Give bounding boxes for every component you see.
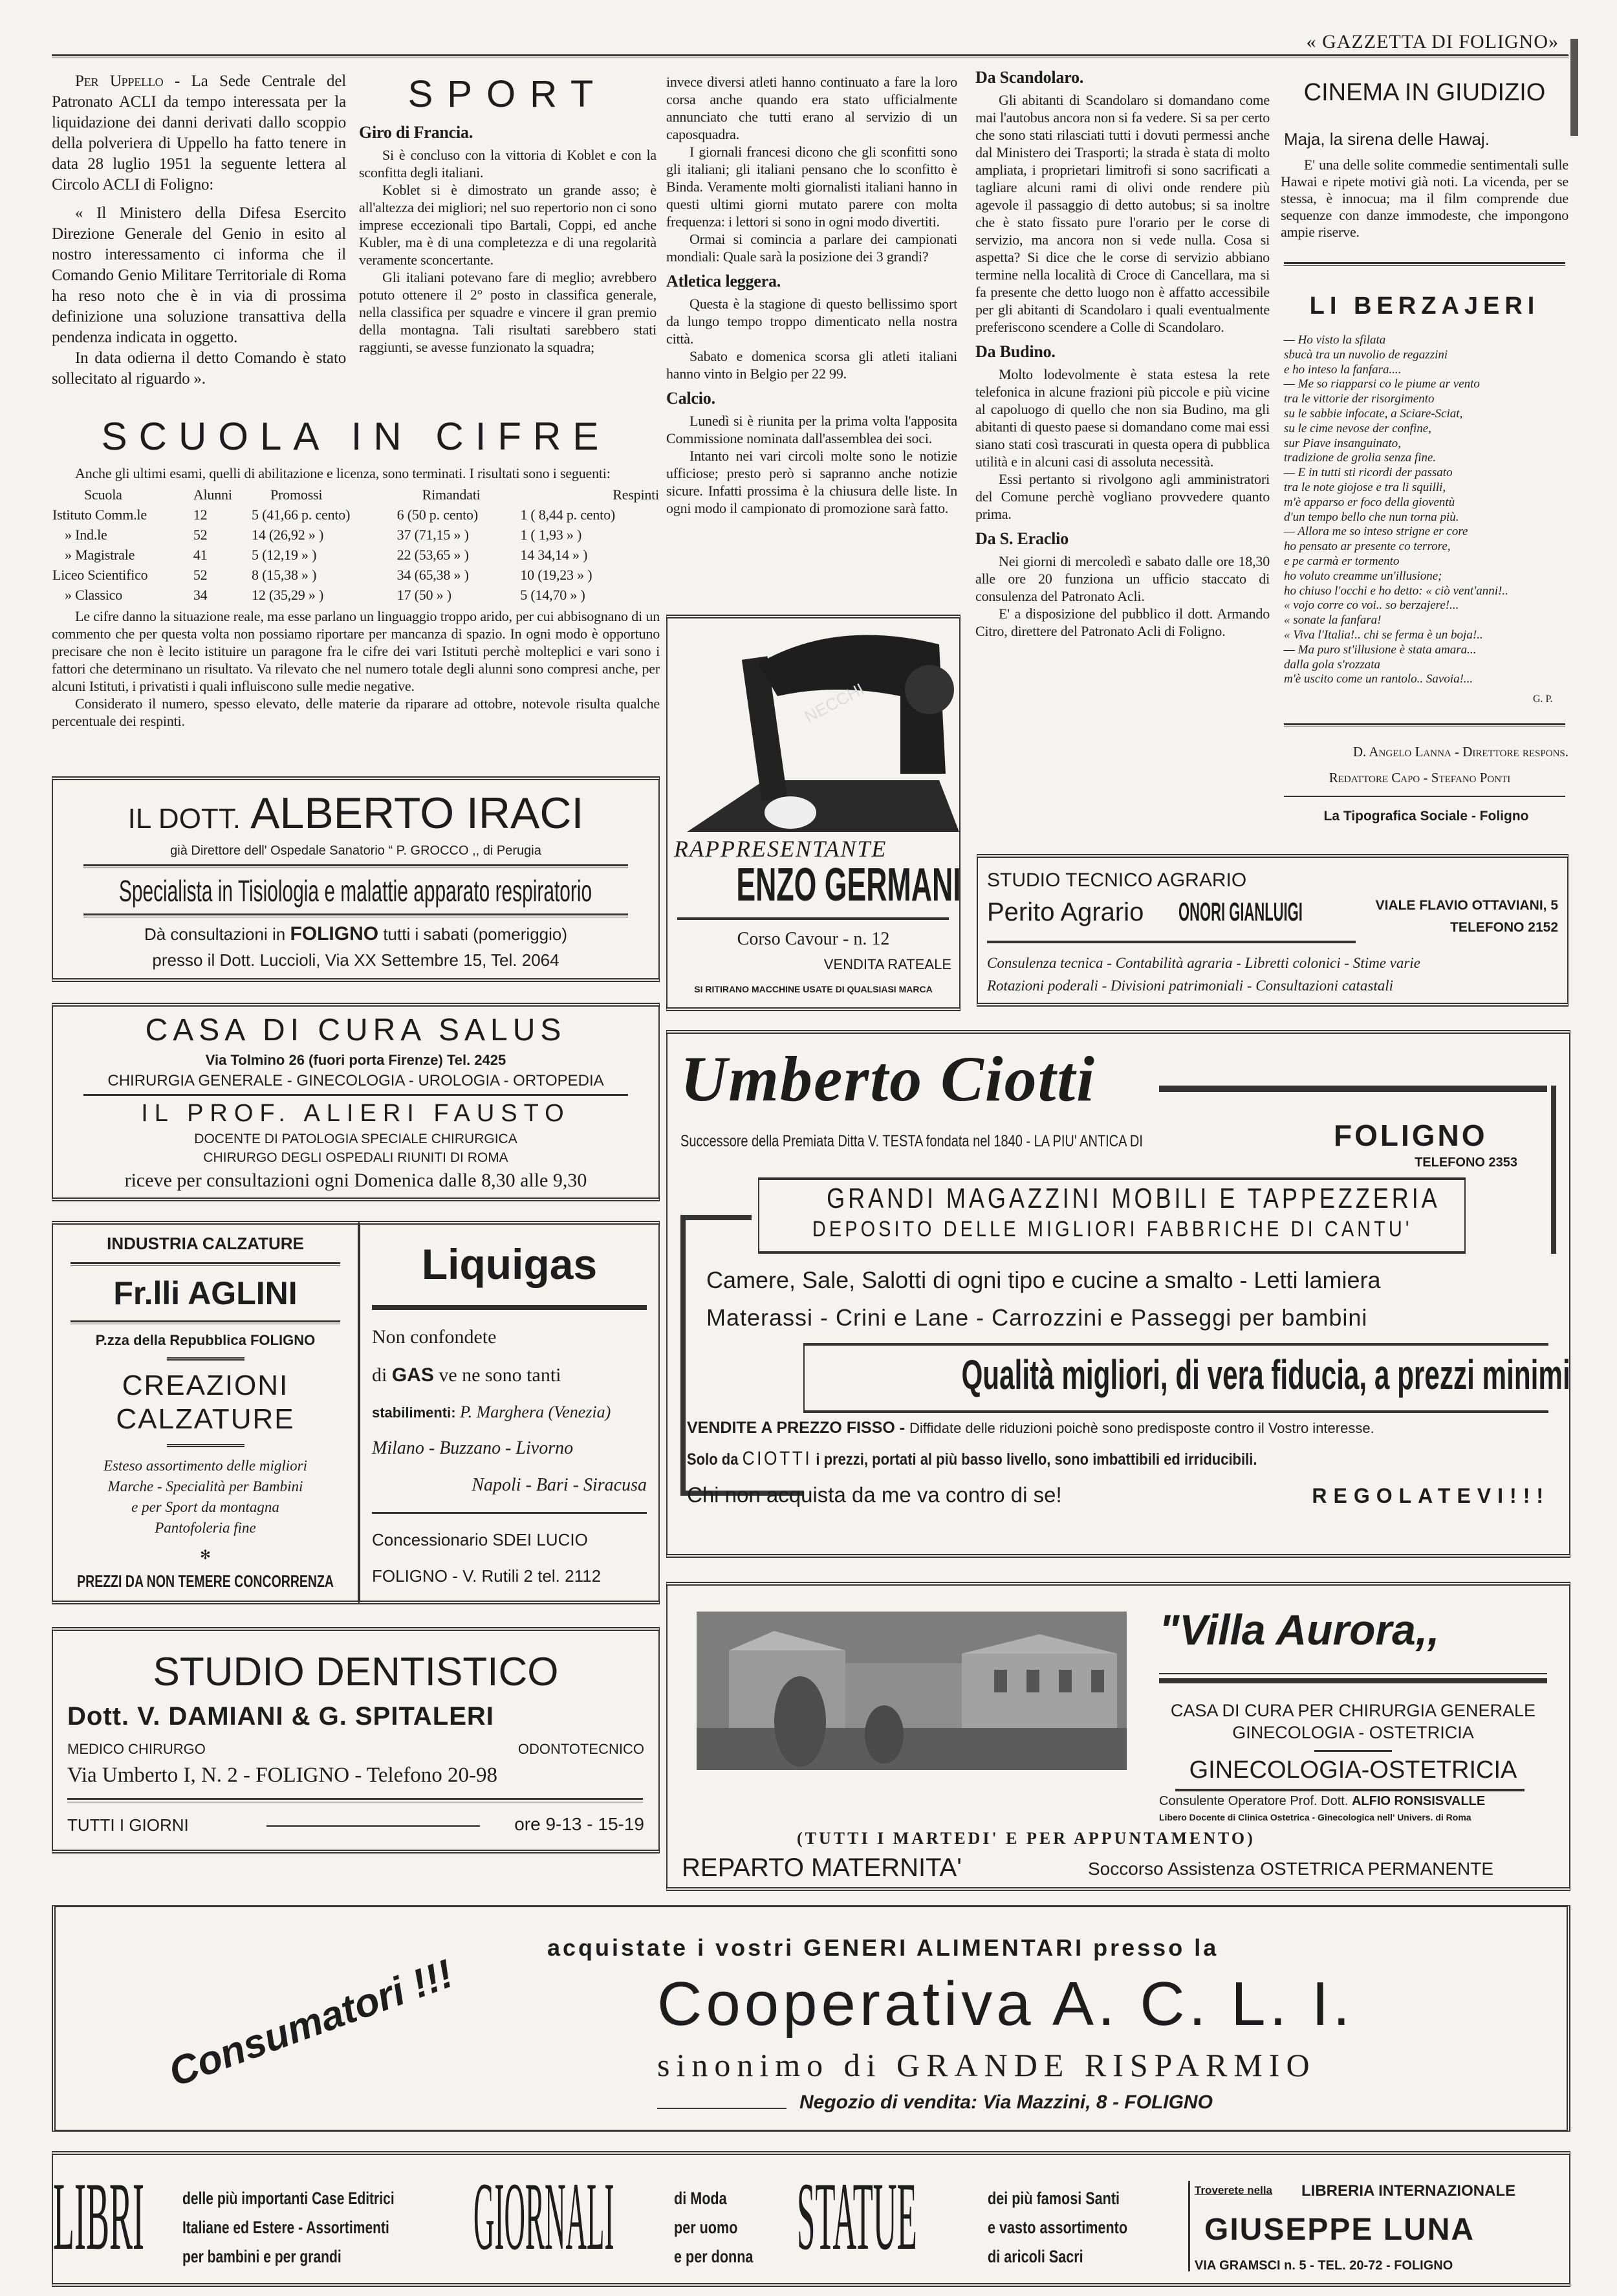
cell: » Classico [65,587,123,603]
ad-role: CHIRURGO DEGLI OSPEDALI RIUNITI DI ROMA [203,1150,508,1166]
ad-name [1178,898,1404,927]
ad-tradein: SI RITIRANO MACCHINE USATE DI QUALSIASI MARCA [694,984,933,994]
cell: 8 (15,38 » ) [252,567,317,583]
cell: 52 [193,567,208,583]
ad-city: FOLIGNO [1334,1119,1488,1152]
ad-address: Via Tolmino 26 (fuori porta Firenze) Tel. 2425 [205,1051,506,1068]
ad-slogan: Qualità migliori, di vera fiducia, a prezzi minimi [961,1351,1570,1398]
ad-successor [680,1132,1259,1151]
description-line: Pantofoleria fine [155,1520,256,1536]
ad-title [128,788,584,838]
table-header-row [52,485,660,505]
paragraph: Questa è la stagione di questo bellissimo sport da lungo tempo troppo dimenticato nella nostra città. [666,296,957,347]
description-line: dei più famosi Santi [988,2189,1120,2208]
ad-subtitle: già Direttore dell' Ospedale Sanatorio “ P. GROCCO ,, di Perugia [170,844,541,858]
poem-line: — Me so riapparsi co le piume ar vento [1284,377,1480,391]
ad-title: "Villa Aurora,, [1159,1606,1440,1654]
divider [83,864,628,868]
ad-liquigas [359,1221,660,1604]
poem-body [1284,333,1568,687]
ad-title: Cooperativa A. C. L. I. [657,1969,1354,2039]
decor-bar [1551,1086,1556,1254]
poem-line: tradizione de grolia senza fine. [1284,451,1437,465]
ad-tagline: sinonimo di GRANDE RISPARMIO [657,2047,1316,2083]
text: di [372,1364,387,1386]
text: CIOTTI [742,1448,812,1469]
decor-bar [680,1215,752,1220]
ad-iraci [52,776,660,982]
ad-title-prefix: IL DOTT. [127,803,241,835]
article-heading: Calcio. [666,389,715,408]
column-header: Respinti [613,487,659,503]
divider [266,1825,480,1829]
section-title-cinema: CINEMA IN GIUDIZIO [1303,79,1546,106]
paragraph: Le cifre danno la situazione reale, ma esse parlano un linguaggio troppo arido, per cui abbisognano di un commento che per questa volta non possiamo riportare per mancanza di spazio. In ogni modo è opportuno precisare che non è lecito istituire un paragone fra le cifre dei vari Istituti perchè molteplici e vari sono i fattori che determinano un risultato. Va rilevato che nel numero totale degli alunni sono compresi anche, per alcuni Istituti, i privatisti i quali influiscono sulle medie negative. [52,608,660,694]
ad-plants: Milano - Buzzano - Livorno [372,1438,574,1458]
ad-studio-tecnico-agrario [977,854,1568,1007]
clinic-photo [697,1612,1127,1770]
poem-line: « vojo corre co voi.. so berzajere!... [1284,598,1459,613]
director-credit: D. Angelo Lanna - Direttore respons. [1352,744,1568,760]
ad-libreria-luna [52,2151,1570,2287]
divider [1175,1789,1525,1791]
divider [71,1262,340,1266]
text: acquistate i vostri [547,1934,795,1961]
ad-word-libri [53,2161,144,2271]
poem-line: — Ho visto la sfilata [1284,333,1386,347]
ad-phone: TELEFONO 2353 [1415,1155,1517,1170]
poem-line: ho chiuso l'occhi e ho detto: « ciò vent'anni!.. [1284,584,1508,598]
description-line: per uomo [674,2218,738,2237]
text: CALZATURE [116,1403,295,1435]
ad-hours: ore 9-13 - 15-19 [514,1814,644,1834]
paragraph: Sabato e domenica scorsa gli atleti italiani hanno vinto in Belgio per 22 99. [666,348,957,382]
divider [1284,723,1565,727]
ad-description [103,1456,307,1538]
ad-casa-di-cura-salus [52,1003,660,1201]
ad-cooperativa-acli [52,1905,1570,2132]
article-sport-continued [666,73,957,517]
description-line: delle più importanti Case Editrici [182,2189,395,2208]
ad-dealer: Concessionario SDEI LUCIO [372,1529,588,1549]
poem-line: « Viva l'Italia!.. chi se ferma è un boja!.. [1284,628,1483,642]
article-heading: Atletica leggera. [666,272,781,290]
cell: 5 (14,70 » ) [520,587,585,603]
divider [1284,796,1565,797]
paragraph: Lunedì si è riunita per la prima volta l'apposita Commissione nominata dall'assemblea dei soci. [666,413,957,446]
poem-line: m'è apparso er foco della gioventù [1284,495,1455,509]
text: stabilimenti: [372,1404,456,1421]
cell: 5 (41,66 p. cento) [252,507,351,523]
ad-address: Corso Cavour - n. 12 [737,929,890,949]
cell: 12 (35,29 » ) [252,587,324,603]
ad-doctor: IL PROF. ALIERI FAUSTO [141,1099,570,1127]
text: Solo da [687,1450,739,1469]
poem-line: su le sabbie infocate, a Sciare-Sciat, [1284,406,1463,421]
article-giro-di-francia [359,116,657,356]
ad-name-text: ONORI GIANLUIGI [1178,898,1303,926]
ad-title: STUDIO DENTISTICO [153,1650,559,1694]
sewing-machine-image [667,618,959,832]
ad-name-text: ENZO GERMANI [736,859,961,911]
divider [1159,1673,1547,1683]
text: GENERI ALIMENTARI [803,1934,1085,1961]
divider [677,917,949,920]
text: i prezzi, portati al più basso livello, sono imbattibili ed irriducibili. [816,1450,1257,1469]
ad-line [372,1364,561,1386]
text: P. Marghera (Venezia) [460,1402,611,1421]
article-heading: Da S. Eraclio [975,529,1069,548]
paragraph: Essi pertanto si rivolgono agli amministratori del Comune perchè vogliano provvedere quanto prima. [975,471,1270,522]
ad-hours: riceve per consultazioni ogni Domenica dalle 8,30 alle 9,30 [124,1170,587,1192]
paragraph: Nei giorni di mercoledì e sabato dalle ore 18,30 alle ore 20 funziona un ufficio staccato di consulenza del Patronato Acli. [975,553,1270,604]
poem-title: LI BERZAJERI [1309,292,1540,320]
ad-line: GINECOLOGIA - OSTETRICIA [1232,1723,1474,1742]
divider [1284,262,1565,266]
divider [167,1357,244,1361]
description-line: Italiane ed Estere - Assortimenti [182,2218,389,2237]
ad-consult-line [144,923,567,945]
ad-phone: TELEFONO 2152 [1450,920,1558,935]
paragraph: - La Sede Centrale del Patronato ACLI da tempo interessata per la liquidazione dei danni derivati dallo scoppio della polveriera di Uppello ha fatto tenere in data 28 luglio 1951 la seguente lettera al Circolo ACLI di Foligno: [52,72,346,193]
ad-address: P.zza della Repubblica FOLIGNO [95,1332,316,1349]
ad-days: TUTTI I GIORNI [67,1815,189,1835]
text: Successore della Premiata Ditta V. TESTA fondata nel 1840 - LA PIU' ANTICA DI [680,1132,1143,1150]
cell: 14 (26,92 » ) [252,527,324,543]
ad-address: VIA GRAMSCI n. 5 - TEL. 20-72 - FOLIGNO [1195,2258,1453,2273]
paragraph: Molto lodevolmente è stata estesa la rete telefonica in alcune frazioni più piccole e più vicine al capoluogo di quello che non sia Budino, ma gli abitanti di questo paese si domandano come mai essi siano stati così trascurati in questa opera di pubblica utilità e in alcuni casi di assoluta necessità. [975,366,1270,470]
text: Diffidate delle riduzioni poichè sono predisposte contro il Vostro interesse. [909,1420,1374,1436]
paragraph: Koblet si è dimostrato un grande asso; è all'altezza dei migliori; nel suo repertorio non ci sono imprese eccezionali tipo Bartali, Coppi, ed anche Kubler, ma è di una completezza e di una regolarità veramente sconcertante. [359,182,657,268]
ad-title-name: ALBERTO IRACI [250,789,584,838]
cell: 5 (12,19 » ) [252,547,317,563]
column-header: Alunni [193,487,232,503]
poem-line: — E in tutti sti ricordi der passato [1284,466,1453,480]
text: ve ne sono tanti [439,1364,561,1386]
description-line: di Moda [674,2189,727,2208]
ad-consultant [1159,1794,1485,1809]
paragraph: « Il Ministero della Difesa Esercito Direzione Generale del Genio in esito al nostro interessamento ci informa che il Comando Genio Militare Territoriale di Roma ha reso noto che è in via di prossima definizione una soluzione transattiva della pendenza indicata in oggetto. [52,204,346,346]
text: tutti i sabati (pomeriggio) [383,924,568,944]
ad-store-subtitle: DEPOSITO DELLE MIGLIORI FABBRICHE DI CANTU' [812,1217,1413,1241]
cell: Istituto Comm.le [52,507,147,523]
results-table [52,485,660,605]
divider [83,1094,628,1096]
ad-find-label: Troverete nella [1195,2184,1273,2196]
table-row [52,565,660,585]
article-heading: Da Scandolaro. [975,68,1084,87]
ad-only-ciotti [687,1448,1335,1470]
paragraph: E' una delle solite commedie sentimentali sulle Hawai e ripete motivi già noti. La vicenda, per se stessa, è innocua; ma il film comprende due sequenze con danze immodeste, che impongono ampie riserve. [1281,157,1568,240]
poem-line: tra le vittorie der risorgimento [1284,392,1435,406]
cell: Liceo Scientifico [52,567,148,583]
poem-line: « sonate la fanfara! [1284,613,1382,628]
poem-line: tra le note giojose e tra li squilli, [1284,480,1446,494]
cell: 22 (53,65 » ) [396,547,469,563]
ad-title: CASA DI CURA SALUS [145,1012,567,1047]
cell: 34 (65,38 » ) [396,567,469,583]
printer-credit: La Tipografica Sociale - Foligno [1323,809,1529,824]
ad-role: MEDICO CHIRURGO [67,1741,206,1757]
cell: 14 34,14 » ) [520,547,588,563]
ad-goods: Materassi - Crini e Lane - Carrozzini e Passeggi per bambini [706,1304,1368,1331]
ad-plants [372,1403,611,1422]
ad-schedule: (TUTTI I MARTEDI' E PER APPUNTAMENTO) [797,1829,1255,1848]
article-heading: Giro di Francia. [359,123,473,142]
paragraph: Anche gli ultimi esami, quelli di abilitazione e licenza, sono terminati. I risultati sono i seguenti: [75,465,611,481]
cell: 10 (19,23 » ) [520,567,592,583]
ad-headline [116,1369,294,1436]
ad-consultant-role: Libero Docente di Clinica Ostetrica - Ginecologica nell' Univers. di Roma [1159,1812,1471,1822]
ad-closing-shout: REGOLATEVI!!! [1312,1484,1550,1507]
divider [987,941,1356,943]
description-line: e per Sport da montagna [131,1499,279,1516]
ad-store-subtitle-wrap [759,1215,1464,1243]
ad-maternity: REPARTO MATERNITA' [682,1853,962,1882]
ad-closing: Chi non acquista da me va contro di se! [687,1483,1062,1507]
ad-address: presso il Dott. Luccioli, Via XX Settembre 15, Tel. 2064 [152,950,559,970]
ad-dealer-address: FOLIGNO - V. Rutili 2 tel. 2112 [372,1566,602,1586]
text: Perito Agrario [987,898,1144,926]
header-rule [52,54,1568,58]
paragraph: Si è concluso con la vittoria di Koblet e con la sconfitta degli italiani. [359,147,657,180]
ornament-icon: ✻ [200,1547,211,1562]
table-row [52,525,660,545]
divider [83,913,628,917]
divider [657,2108,787,2109]
ad-store: Negozio di vendita: Via Mazzini, 8 - FOLIGNO [799,2092,1213,2113]
cell: 34 [193,587,208,603]
divider [372,1512,647,1514]
paragraph: I giornali francesi dicono che gli sconfitti sono gli italiani; gli italiani pensano che lo sconfitto è Binda. Veramente molti giornalisti italiani hanno in questi ultimi giorni mutato parere con molta frequenza: i lettori si sono in ogni modo divertiti. [666,144,957,230]
ad-sale-terms: VENDITA RATEALE [823,956,951,972]
poem-line: m'è uscito come un rantolo.. Savoia!... [1284,672,1473,686]
cell: 17 (50 » ) [396,587,451,603]
cell: » Ind.le [65,527,107,543]
ad-services: Rotazioni poderali - Divisioni patrimoniali - Consultazioni catastali [987,978,1394,994]
description-line: per bambini e per grandi [182,2247,342,2266]
poem-line: dalla gola s'rozzata [1284,657,1381,672]
text: STATUE [797,2163,917,2270]
ad-owner: GIUSEPPE LUNA [1204,2213,1475,2247]
section-title-scuola: SCUOLA IN CIFRE [101,415,611,458]
cell: 37 (71,15 » ) [396,527,469,543]
paragraph: Intanto nei vari circoli molte sono le notizie ufficiose; presto però si sapranno anche notizie sicure. Infatti prossima è la chiusura delle liste. In ogni modo il campionato di promozione sarà fatto. [666,448,957,516]
paragraph: In data odierna il detto Comando è stato sollecitato al riguardo ». [52,349,346,388]
ad-shout: Consumatori !!! [163,1951,459,2095]
ad-store-title: GRANDI MAGAZZINI MOBILI E TAPPEZZERIA [827,1183,1440,1214]
poem-line: — Allora me so inteso strigne er core [1284,525,1468,539]
ad-statue-description [988,2184,1127,2271]
column-header: Rimandati [422,487,481,503]
description-line: e per donna [674,2247,754,2266]
film-title: Maja, la sirena delle Hawaj. [1284,129,1490,149]
text: GAS [391,1364,434,1386]
ad-aglini [52,1221,359,1604]
editor-credit: Redattore Capo - Stefano Ponti [1329,770,1511,785]
decor-bar [680,1215,686,1493]
table-row [52,545,660,565]
divider [1314,1750,1392,1752]
paragraph: Gli italiani potevano fare di meglio; avrebbero potuto ottenere il 2° posto in classifica generale, nella classifica per squadre e vincere il gran premio della montagna. Tali risultati sarebbero stati raggiunti, se avesse funzionato la squadra; [359,269,657,355]
ad-specialties: CHIRURGIA GENERALE - GINECOLOGIA - UROLOGIA - ORTOPEDIA [107,1072,604,1090]
ad-role: ODONTOTECNICO [517,1741,644,1757]
ad-villa-aurora [666,1582,1570,1891]
text: GIORNALI [473,2163,614,2270]
ad-store-box [758,1177,1466,1254]
text: ALFIO RONSISVALLE [1351,1794,1486,1808]
ad-slogan-box [803,1343,1570,1413]
poem-line: e pe carmà er tormento [1284,554,1400,568]
article-heading: Da Budino. [975,342,1056,361]
poem-line: e ho inteso la fanfara.... [1284,362,1402,377]
ad-studio-dentistico [52,1627,660,1853]
ad-word-giornali [473,2161,614,2271]
column-header: Scuola [84,487,122,503]
text: presso la [1093,1934,1219,1961]
poem-signature: G. P. [1533,694,1553,705]
poem-line: su le cime nevose der confine, [1284,421,1431,435]
poem-line: ho voluto creamme un'illusione; [1284,569,1442,583]
article-frazioni [975,68,1270,640]
paragraph: Ormai si comincia a parlare dei campionati mondiali: Quale sarà la posizione dei 3 grandi? [666,231,957,265]
table-row [52,585,660,605]
binding-edge [1570,39,1578,136]
film-review [1281,157,1568,241]
ad-specialty: GINECOLOGIA-OSTETRICIA [1189,1756,1517,1784]
ad-prices: PREZZI DA NON TEMERE CONCORRENZA [77,1571,334,1591]
poem-line: sbucà tra un nuvolio de regazzini [1284,347,1448,362]
newspaper-header-title: « GAZZETTA DI FOLIGNO» [1306,31,1559,52]
paragraph: E' a disposizione del pubblico il dott. Armando Citro, direttere del Patronato Acli di Foligno. [975,606,1270,639]
ad-title: STUDIO TECNICO AGRARIO [987,869,1247,891]
ad-goods: Camere, Sale, Salotti di ogni tipo e cucine a smalto - Letti lamiera [706,1267,1381,1293]
ad-doctors: Dott. V. DAMIANI & G. SPITALERI [67,1702,494,1731]
ad-industry: INDUSTRIA CALZATURE [107,1234,304,1254]
ad-role: DOCENTE DI PATOLOGIA SPECIALE CHIRURGICA [194,1131,517,1146]
sewing-machine-brand: NECCHI [801,679,867,727]
cell: 52 [193,527,208,543]
divider [71,1320,340,1324]
ad-services: Consulenza tecnica - Contabilità agraria - Libretti colonici - Stime varie [987,955,1420,971]
ad-title: Fr.lli AGLINI [113,1274,298,1311]
ad-line: Non confondete [372,1326,497,1348]
ad-libri-description [182,2184,395,2271]
poem-line: sur Piave insanguinato, [1284,436,1402,450]
ad-giornali-description [674,2184,753,2271]
ad-address: VIALE FLAVIO OTTAVIANI, 5 [1375,898,1558,913]
article-uppello [52,71,346,389]
text: LIBRI [53,2163,144,2270]
cell: 12 [193,507,208,523]
ad-line [547,1934,1219,1962]
ad-plants: Napoli - Bari - Siracusa [472,1474,647,1495]
description-line: di aricoli Sacri [988,2247,1083,2266]
text: CREAZIONI [122,1369,289,1401]
paragraph: Considerato il numero, spesso elevato, delle materie da riparare ad ottobre, notevole risulta qualche percentuale dei respinti. [52,695,660,729]
cell: 41 [193,547,208,563]
city: FOLIGNO [290,923,379,945]
text: Dà consultazioni in [144,924,286,944]
ad-store-title-wrap [759,1183,1464,1215]
ad-store: LIBRERIA INTERNAZIONALE [1301,2182,1516,2200]
text: VENDITE A PREZZO FISSO - [687,1419,906,1437]
divider [1159,1086,1547,1092]
ad-assistance: Soccorso Assistenza OSTETRICA PERMANENTE [1088,1859,1494,1879]
ad-umberto-ciotti [666,1030,1570,1558]
paragraph: invece diversi atleti hanno continuato a fare la loro corsa anche quando era stato ufficialmente annunciato che tutti erano al servizio di un caposquadra. [666,74,957,142]
cell: 6 (50 p. cento) [396,507,478,523]
column-header: Promossi [270,487,323,503]
brand-logo: Liquigas [421,1240,598,1288]
divider [1188,2181,1190,2271]
poem-line: — Ma puro st'illusione è stata amara... [1284,642,1477,657]
cell: 1 ( 1,93 » ) [520,527,582,543]
ad-name-line [987,898,1144,927]
cell: 1 ( 8,44 p. cento) [520,507,616,523]
poem-line: ho pensato ar presente co terrore, [1284,540,1451,554]
cell: » Magistrale [65,547,135,563]
article-scuola [52,465,660,730]
ad-title: Umberto Ciotti [680,1043,1096,1115]
poem-line: d'un tempo bello che nun torna più. [1284,510,1459,524]
ad-address: Via Umberto I, N. 2 - FOLIGNO - Telefono 20-98 [67,1764,498,1787]
ad-line: CASA DI CURA PER CHIRURGIA GENERALE [1170,1701,1536,1720]
divider [167,1444,244,1447]
text: Consulente Operatore Prof. Dott. [1159,1794,1349,1808]
divider [67,1798,643,1802]
table-row [52,505,660,525]
ad-specialty: Specialista in Tisiologia e malattie apparato respiratorio [119,873,592,908]
ad-fixed-price [687,1419,1374,1438]
section-title-sport: SPORT [407,73,608,115]
paragraph: Gli abitanti di Scandolaro si domandano come mai l'autobus ancora non si fa vedere. Si sa per certo che sono stati rilasciati tutti i dovuti permessi anche dal Ministero dei Trasporti; la strada è stata di molto ampliata, i proprietari limitrofi si sono sacrificati a tagliare alcuni rami di olivi onde rendere più agevole il passaggio di detto autobus; si sa inoltre che è stato fissato pure l'orario per le corse di servizio, ma ancora non si vede nulla. Cosa si aspetta? Si dice che le corse di servizio abbiano termine nella località di Croce di Cancellara, ma si fa presente che detto luogo non è affatto accessibile per gli abitanti di Scandolaro i quali eventualmente preferiscono scendere a Colle di Scandolaro. [975,92,1270,335]
ad-label: RAPPRESENTANTE [674,836,887,862]
ad-word-statue [797,2161,917,2271]
description-line: e vasto assortimento [988,2218,1128,2237]
description-line: Esteso assortimento delle migliori [103,1458,307,1474]
article-lead: Per Uppello [75,72,164,90]
ad-necchi [666,615,960,1011]
description-line: Marche - Specialità per Bambini [107,1478,303,1495]
divider [372,1305,647,1310]
